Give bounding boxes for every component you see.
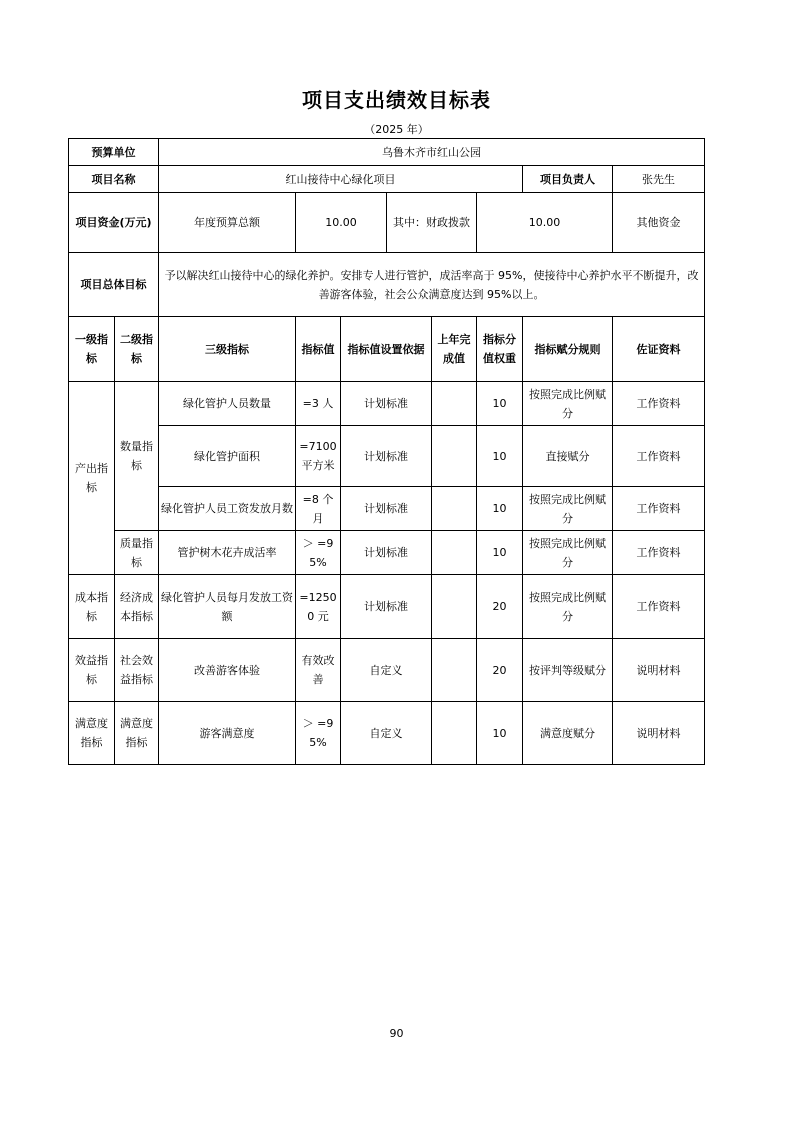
overall-goal-row bbox=[69, 253, 705, 317]
annual-budget-label: 年度预算总额 bbox=[159, 193, 296, 253]
indicator-last-year bbox=[432, 702, 477, 765]
indicator-weight: 20 bbox=[477, 575, 523, 639]
table-row bbox=[69, 426, 705, 487]
indicator-name: 管护树木花卉成活率 bbox=[159, 531, 296, 575]
table-row bbox=[69, 531, 705, 575]
indicator-basis: 自定义 bbox=[341, 639, 432, 702]
table-row bbox=[69, 575, 705, 639]
indicator-last-year bbox=[432, 575, 477, 639]
indicator-value: 有效改善 bbox=[296, 639, 341, 702]
header-rule: 指标赋分规则 bbox=[523, 317, 613, 382]
indicator-weight: 10 bbox=[477, 426, 523, 487]
indicator-rule: 满意度赋分 bbox=[523, 702, 613, 765]
group-satisfaction-sub: 满意度指标 bbox=[115, 702, 159, 765]
indicator-last-year bbox=[432, 639, 477, 702]
indicator-rule: 按评判等级赋分 bbox=[523, 639, 613, 702]
indicator-value: ＞ =95% bbox=[296, 702, 341, 765]
indicator-weight: 20 bbox=[477, 639, 523, 702]
indicator-evidence: 工作资料 bbox=[613, 487, 705, 531]
indicator-name: 绿化管护人员每月发放工资额 bbox=[159, 575, 296, 639]
header-level3: 三级指标 bbox=[159, 317, 296, 382]
header-weight: 指标分值权重 bbox=[477, 317, 523, 382]
indicator-basis: 计划标准 bbox=[341, 575, 432, 639]
annual-budget-value: 10.00 bbox=[296, 193, 387, 253]
project-name-row bbox=[69, 166, 705, 193]
indicator-evidence: 工作资料 bbox=[613, 382, 705, 426]
page-title: 项目支出绩效目标表 bbox=[302, 88, 491, 112]
group-economic-cost: 经济成本指标 bbox=[115, 575, 159, 639]
table-row bbox=[69, 382, 705, 426]
budget-unit-row bbox=[69, 139, 705, 166]
fiscal-funds-label: 其中：财政拨款 bbox=[387, 193, 477, 253]
project-name-label: 项目名称 bbox=[69, 166, 159, 193]
funds-row bbox=[69, 193, 705, 253]
indicator-basis: 计划标准 bbox=[341, 426, 432, 487]
indicator-value: =12500 元 bbox=[296, 575, 341, 639]
budget-unit-label: 预算单位 bbox=[69, 139, 159, 166]
indicator-value: ＞ =95% bbox=[296, 531, 341, 575]
indicator-basis: 计划标准 bbox=[341, 382, 432, 426]
year-label: （2025 年） bbox=[364, 123, 429, 136]
indicator-header-row bbox=[69, 317, 705, 382]
page-number: 90 bbox=[389, 1027, 404, 1040]
header-basis: 指标值设置依据 bbox=[341, 317, 432, 382]
indicator-name: 绿化管护面积 bbox=[159, 426, 296, 487]
indicator-evidence: 工作资料 bbox=[613, 575, 705, 639]
indicator-value: =3 人 bbox=[296, 382, 341, 426]
table-row bbox=[69, 702, 705, 765]
indicator-evidence: 说明材料 bbox=[613, 639, 705, 702]
overall-goal-text: 予以解决红山接待中心的绿化养护。安排专人进行管护，成活率高于 95%，使接待中心养护水平不断提升，改善游客体验，社会公众满意度达到 95%以上。 bbox=[159, 253, 705, 317]
indicator-basis: 计划标准 bbox=[341, 487, 432, 531]
indicator-name: 改善游客体验 bbox=[159, 639, 296, 702]
indicator-name: 绿化管护人员工资发放月数 bbox=[159, 487, 296, 531]
header-level2: 二级指标 bbox=[115, 317, 159, 382]
indicator-name: 游客满意度 bbox=[159, 702, 296, 765]
overall-goal-label: 项目总体目标 bbox=[69, 253, 159, 317]
project-leader-value: 张先生 bbox=[613, 166, 705, 193]
indicator-last-year bbox=[432, 487, 477, 531]
indicator-evidence: 说明材料 bbox=[613, 702, 705, 765]
indicator-value: =7100 平方米 bbox=[296, 426, 341, 487]
indicator-weight: 10 bbox=[477, 702, 523, 765]
group-cost: 成本指标 bbox=[69, 575, 115, 639]
indicator-rule: 按照完成比例赋分 bbox=[523, 382, 613, 426]
table-row bbox=[69, 639, 705, 702]
header-last-year: 上年完成值 bbox=[432, 317, 477, 382]
indicator-weight: 10 bbox=[477, 382, 523, 426]
header-evidence: 佐证资料 bbox=[613, 317, 705, 382]
budget-unit-value: 乌鲁木齐市红山公园 bbox=[159, 139, 705, 166]
performance-table bbox=[68, 138, 705, 765]
indicator-weight: 10 bbox=[477, 487, 523, 531]
indicator-evidence: 工作资料 bbox=[613, 426, 705, 487]
other-funds-label: 其他资金 bbox=[613, 193, 705, 253]
group-quantity: 数量指标 bbox=[115, 382, 159, 531]
group-output: 产出指标 bbox=[69, 382, 115, 575]
project-leader-label: 项目负责人 bbox=[523, 166, 613, 193]
indicator-weight: 10 bbox=[477, 531, 523, 575]
funds-label: 项目资金(万元) bbox=[69, 193, 159, 253]
indicator-basis: 自定义 bbox=[341, 702, 432, 765]
indicator-name: 绿化管护人员数量 bbox=[159, 382, 296, 426]
indicator-rule: 直接赋分 bbox=[523, 426, 613, 487]
table-row bbox=[69, 487, 705, 531]
indicator-rule: 按照完成比例赋分 bbox=[523, 531, 613, 575]
indicator-last-year bbox=[432, 531, 477, 575]
group-satisfaction: 满意度指标 bbox=[69, 702, 115, 765]
group-benefit: 效益指标 bbox=[69, 639, 115, 702]
indicator-last-year bbox=[432, 426, 477, 487]
indicator-last-year bbox=[432, 382, 477, 426]
group-social-benefit: 社会效益指标 bbox=[115, 639, 159, 702]
indicator-basis: 计划标准 bbox=[341, 531, 432, 575]
header-level1: 一级指标 bbox=[69, 317, 115, 382]
fiscal-funds-value: 10.00 bbox=[477, 193, 613, 253]
indicator-rule: 按照完成比例赋分 bbox=[523, 575, 613, 639]
header-value: 指标值 bbox=[296, 317, 341, 382]
group-quality: 质量指标 bbox=[115, 531, 159, 575]
indicator-evidence: 工作资料 bbox=[613, 531, 705, 575]
indicator-value: =8 个月 bbox=[296, 487, 341, 531]
project-name-value: 红山接待中心绿化项目 bbox=[159, 166, 523, 193]
indicator-rule: 按照完成比例赋分 bbox=[523, 487, 613, 531]
